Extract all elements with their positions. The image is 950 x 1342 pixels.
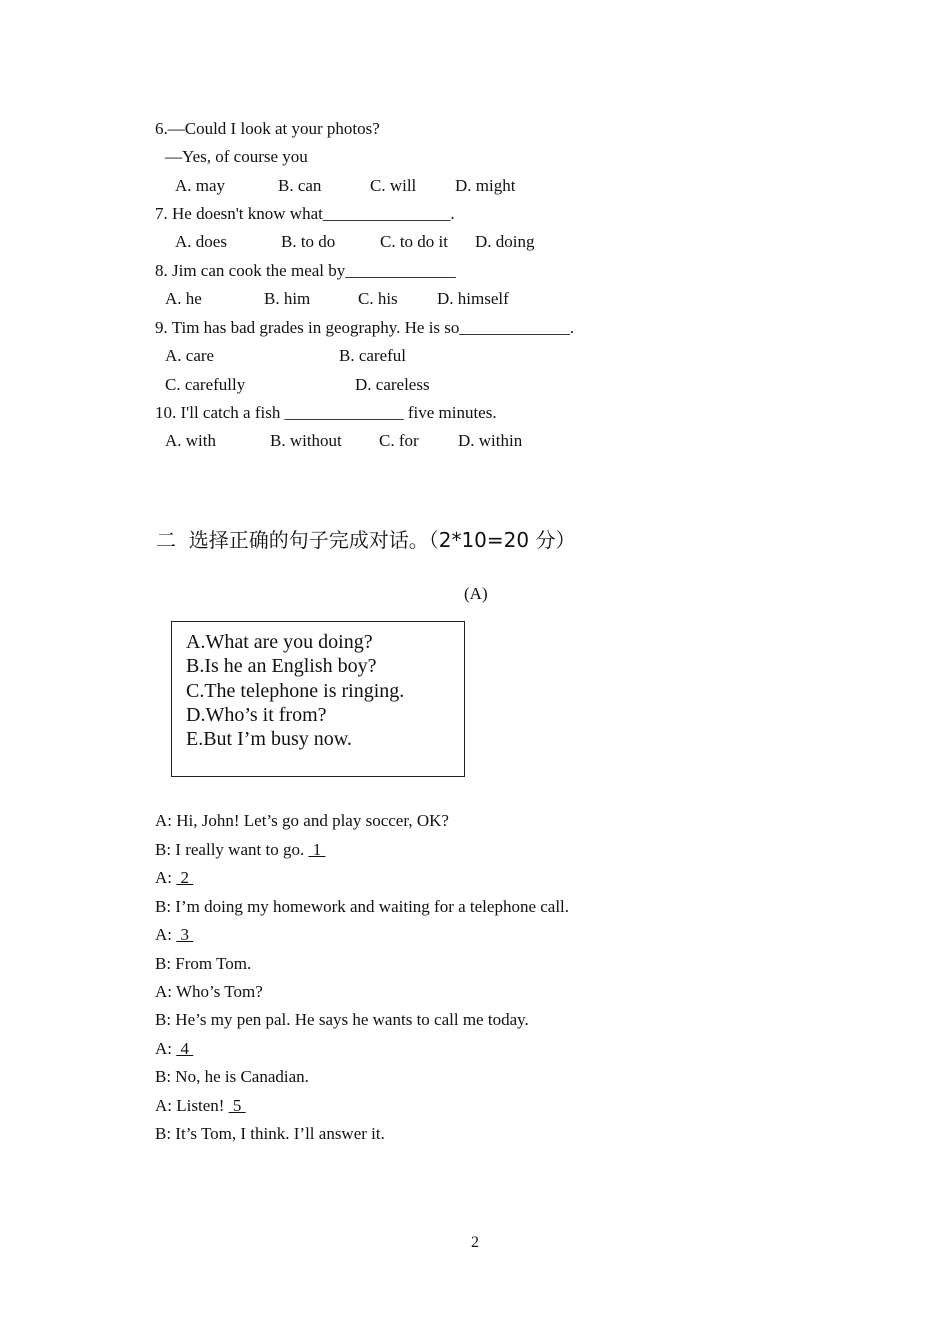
dialogue-text: A: Who’s Tom? bbox=[155, 982, 263, 1001]
answer-blank: 4 bbox=[176, 1039, 194, 1058]
q7-stem: 7. He doesn't know what_______________. bbox=[155, 204, 455, 223]
dialogue-line bbox=[155, 925, 193, 945]
q9-option-c: C. carefully bbox=[165, 375, 246, 394]
q10-option-c: C. for bbox=[379, 431, 419, 450]
dialogue-line bbox=[155, 868, 193, 888]
dialogue-line bbox=[155, 1096, 246, 1116]
dialogue-text: A: bbox=[155, 925, 177, 944]
box-option-d: D.Who’s it from? bbox=[186, 704, 327, 726]
q6-option-d: D. might bbox=[455, 176, 516, 195]
dialogue-text: B: I really want to go. bbox=[155, 840, 309, 859]
dialogue-line bbox=[155, 1010, 529, 1030]
q10-option-b: B. without bbox=[270, 431, 342, 450]
q10-option-d: D. within bbox=[458, 431, 523, 450]
q8-option-d: D. himself bbox=[437, 289, 509, 308]
q7-option-c: C. to do it bbox=[380, 232, 449, 251]
dialogue-line bbox=[155, 1039, 193, 1059]
q9-option-b: B. careful bbox=[339, 346, 407, 365]
dialogue-line bbox=[155, 1067, 309, 1087]
q8-stem: 8. Jim can cook the meal by_____________ bbox=[155, 261, 456, 280]
q6-option-c: C. will bbox=[370, 176, 417, 195]
q7-option-d: D. doing bbox=[475, 232, 535, 251]
page-number: 2 bbox=[471, 1234, 479, 1251]
dialogue-text: A: bbox=[155, 1039, 177, 1058]
q7-option-a: A. does bbox=[175, 232, 227, 251]
dialogue-text: B: From Tom. bbox=[155, 954, 252, 973]
q9-option-a: A. care bbox=[165, 346, 215, 365]
dialogue-line bbox=[155, 897, 569, 917]
q10-stem: 10. I'll catch a fish ______________ five minutes. bbox=[155, 403, 497, 422]
q8-option-b: B. him bbox=[264, 289, 311, 308]
dialogue-line bbox=[155, 982, 263, 1002]
dialogue-line bbox=[155, 811, 449, 831]
q6-option-b: B. can bbox=[278, 176, 322, 195]
dialogue-text: B: He’s my pen pal. He says he wants to call me today. bbox=[155, 1010, 529, 1029]
q8-option-a: A. he bbox=[165, 289, 202, 308]
dialogue-text: A: bbox=[155, 868, 177, 887]
options-box bbox=[171, 621, 465, 777]
dialogue-text: A: Hi, John! Let’s go and play soccer, OK? bbox=[155, 811, 449, 830]
box-option-a: A.What are you doing? bbox=[186, 631, 373, 653]
dialogue-text: B: I’m doing my homework and waiting for a telephone call. bbox=[155, 897, 570, 916]
q8-option-c: C. his bbox=[358, 289, 398, 308]
dialogue-text: B: No, he is Canadian. bbox=[155, 1067, 309, 1086]
answer-blank: 2 bbox=[176, 868, 194, 887]
dialogue-line bbox=[155, 840, 325, 860]
q6-stem: 6.—Could I look at your photos? bbox=[155, 119, 380, 138]
part-label: (A) bbox=[464, 584, 488, 603]
dialogue-line bbox=[155, 954, 251, 974]
answer-blank: 3 bbox=[176, 925, 194, 944]
q9-stem: 9. Tim has bad grades in geography. He is so_____________. bbox=[155, 318, 575, 337]
q9-option-d: D. careless bbox=[355, 375, 430, 394]
dialogue-text: B: It’s Tom, I think. I’ll answer it. bbox=[155, 1124, 385, 1143]
answer-blank: 5 bbox=[228, 1096, 246, 1115]
box-option-b: B.Is he an English boy? bbox=[186, 655, 377, 677]
q6-reply: —Yes, of course you bbox=[165, 147, 308, 166]
section-title: 二 选择正确的句子完成对话。（2*10=20 分） bbox=[156, 528, 576, 552]
q10-option-a: A. with bbox=[165, 431, 216, 450]
dialogue-text: A: Listen! bbox=[155, 1096, 229, 1115]
q7-option-b: B. to do bbox=[281, 232, 336, 251]
box-option-c: C.The telephone is ringing. bbox=[186, 680, 405, 702]
dialogue-line bbox=[155, 1124, 385, 1144]
q6-option-a: A. may bbox=[175, 176, 226, 195]
answer-blank: 1 bbox=[308, 840, 326, 859]
box-option-e: E.But I’m busy now. bbox=[186, 728, 352, 750]
